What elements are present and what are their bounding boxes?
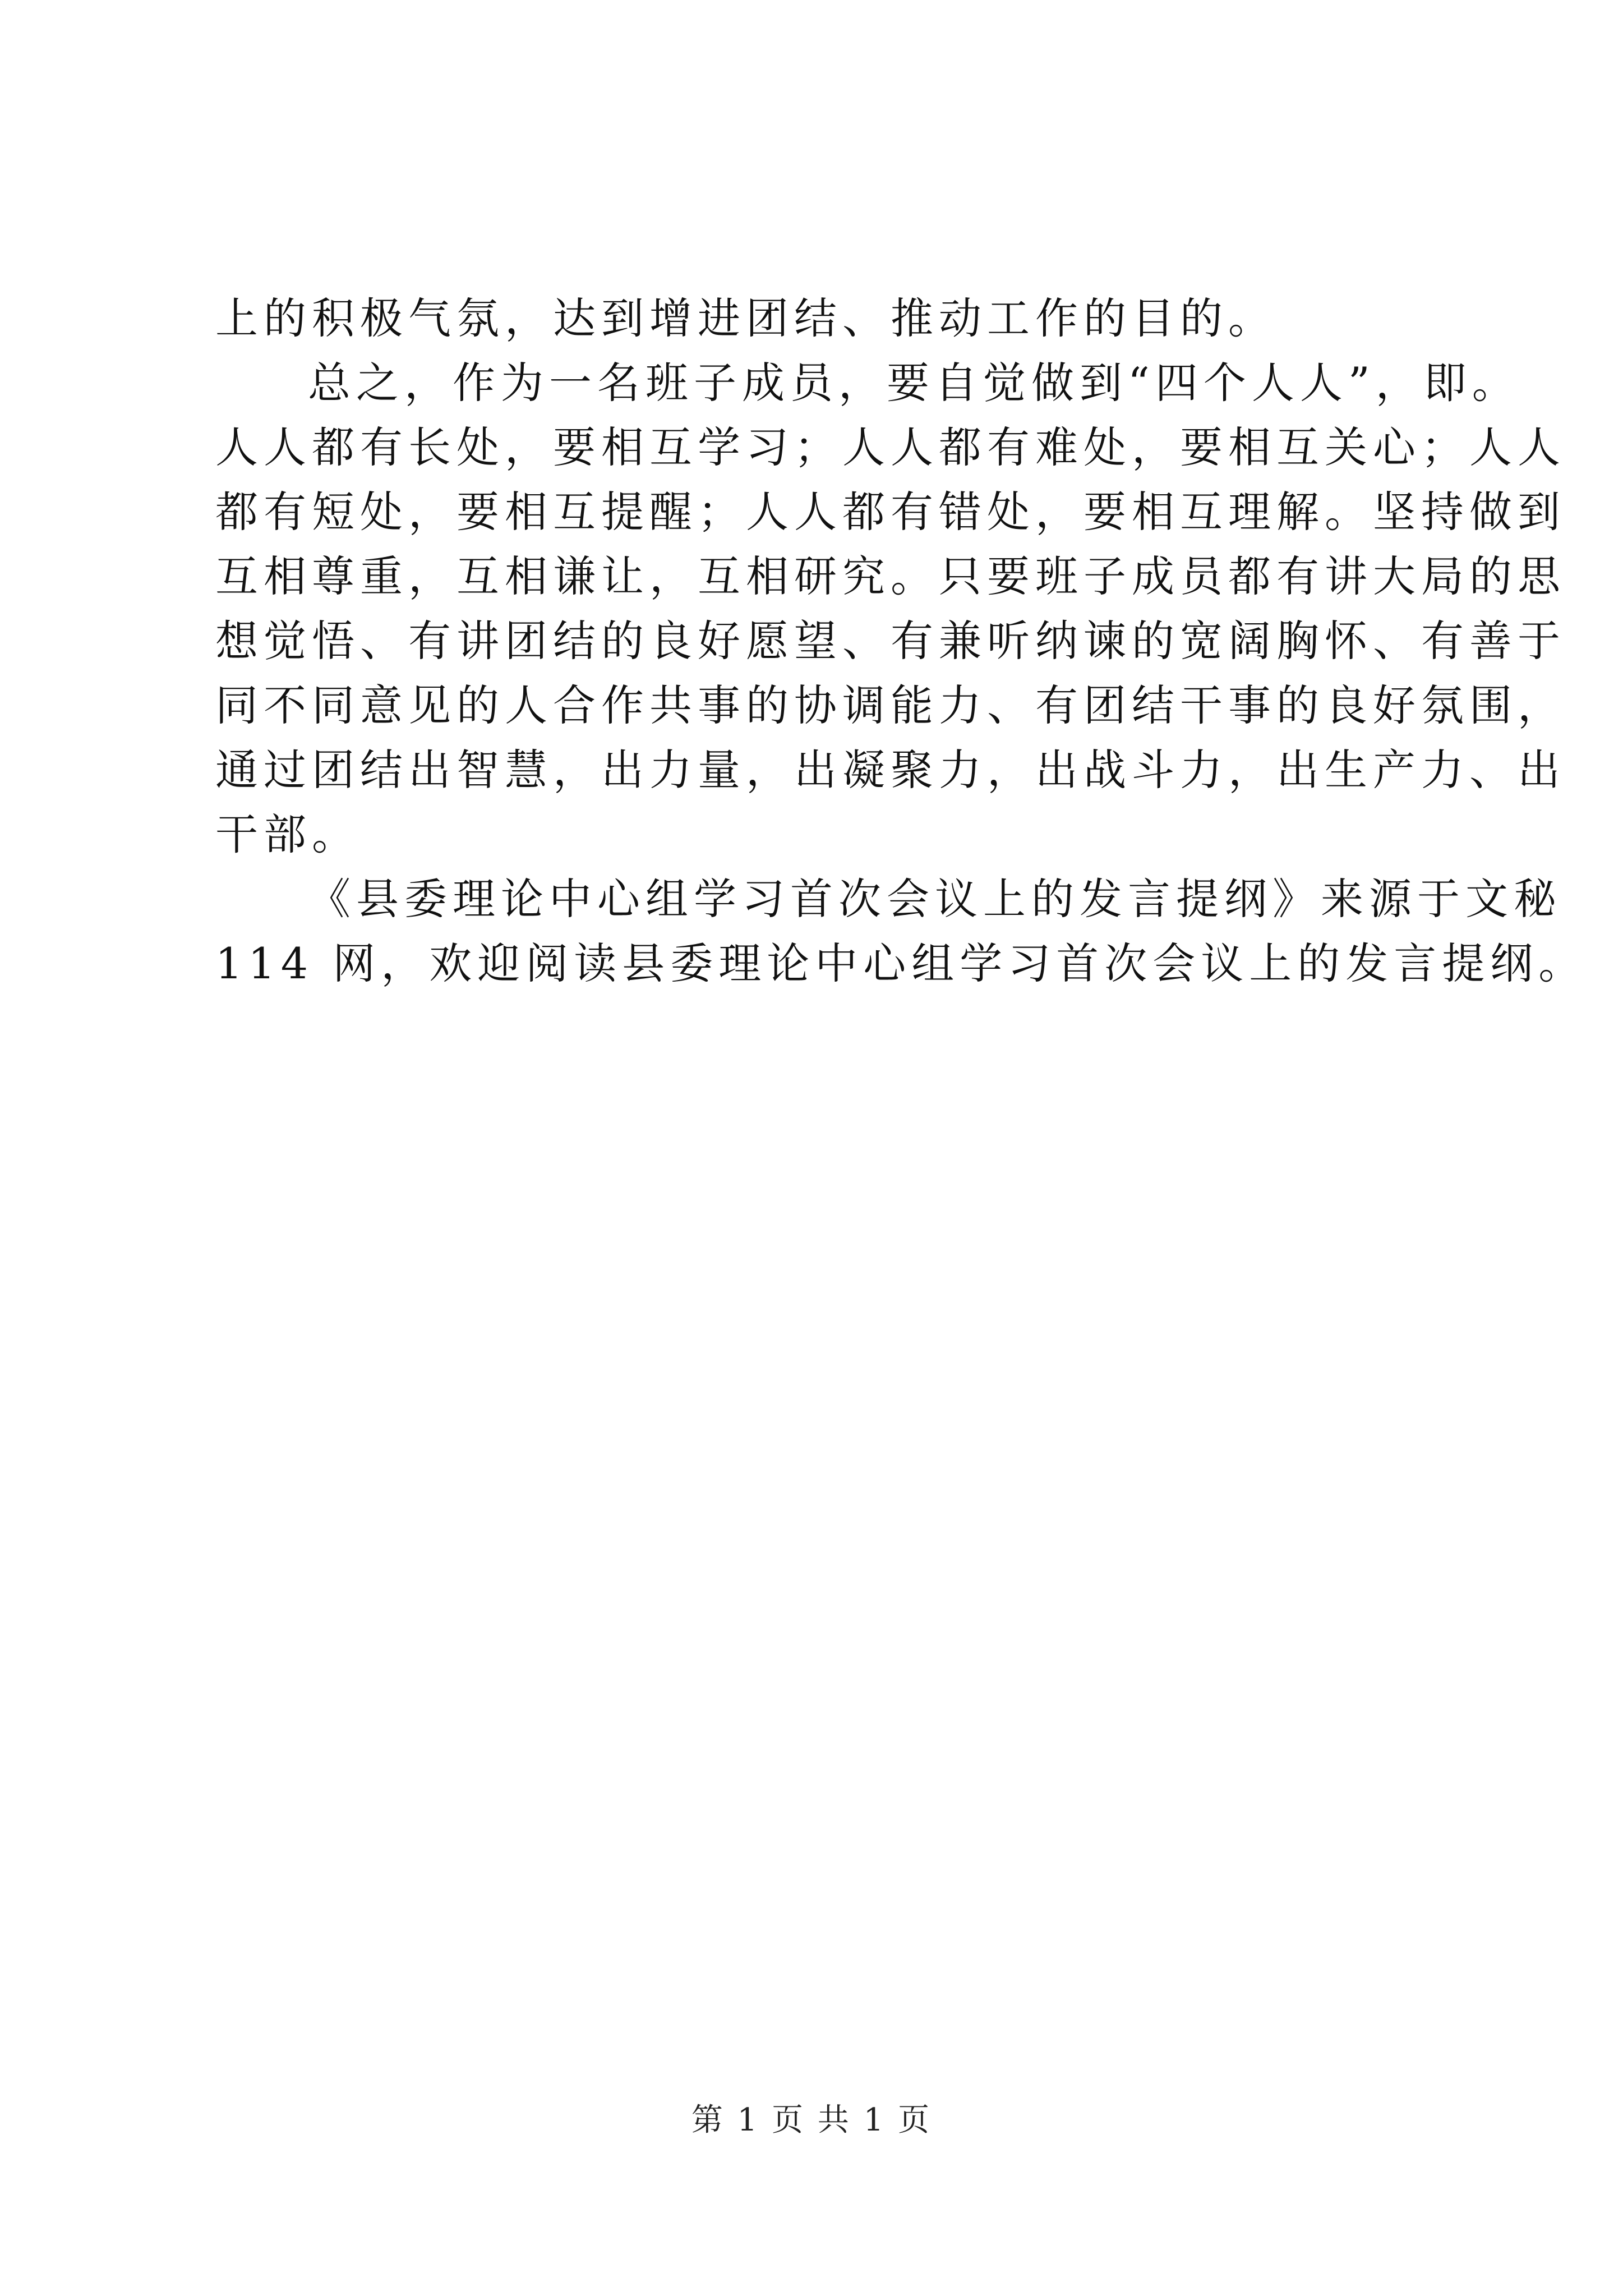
paragraph-line: 都有短处，要相互提醒；人人都有错处，要相互理解。坚持做到 [215, 487, 1566, 537]
paragraph-line: 114 网，欢迎阅读县委理论中心组学习首次会议上的发言提纲。 [215, 938, 1587, 988]
paragraph-line: 干部。 [215, 809, 360, 859]
paragraph-line: 同不同意见的人合作共事的协调能力、有团结干事的良好氛围， [215, 680, 1566, 730]
document-body [215, 286, 1587, 996]
paragraph-line: 互相尊重，互相谦让，互相研究。只要班子成员都有讲大局的思 [215, 551, 1566, 601]
page-number-footer: 第 1 页 共 1 页 [691, 2102, 932, 2138]
paragraph-line: 想觉悟、有讲团结的良好愿望、有兼听纳谏的宽阔胸怀、有善于 [215, 616, 1566, 666]
paragraph-line: 人人都有长处，要相互学习；人人都有难处，要相互关心；人人 [215, 422, 1566, 472]
paragraph-line: 《县委理论中心组学习首次会议上的发言提纲》来源于文秘 [308, 874, 1562, 924]
paragraph-line: 通过团结出智慧，出力量，出凝聚力，出战斗力，出生产力、出 [215, 745, 1566, 795]
paragraph-line: 总之，作为一名班子成员，要自觉做到“四个人人”，即。 [308, 358, 1520, 408]
paragraph-line: 上的积极气氛，达到增进团结、推动工作的目的。 [215, 293, 1276, 343]
